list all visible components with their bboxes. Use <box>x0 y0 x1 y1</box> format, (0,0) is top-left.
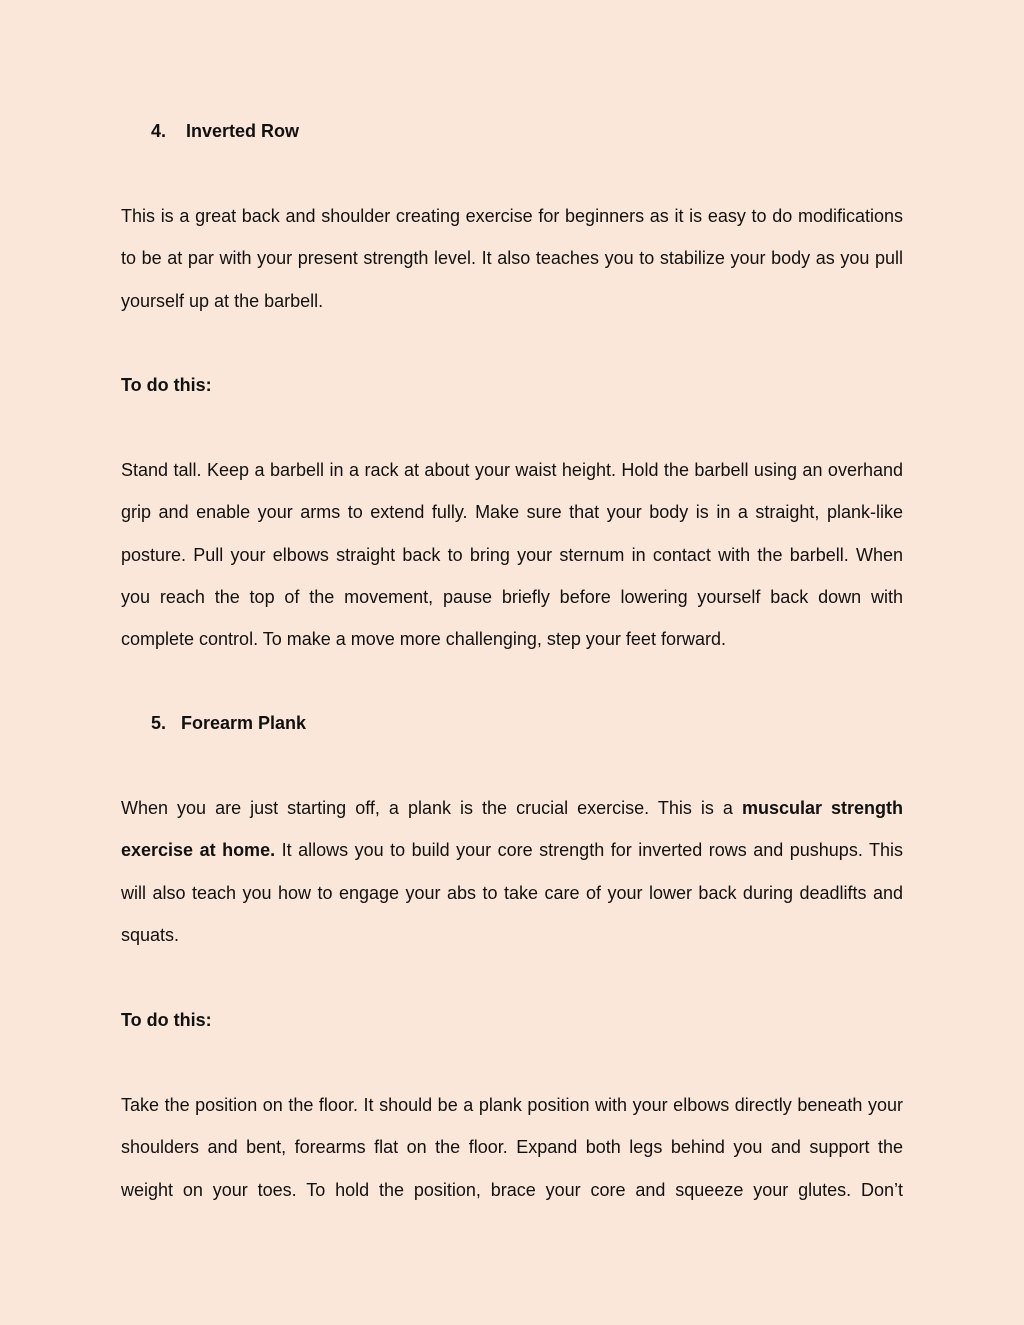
section-number: 4. <box>151 121 167 141</box>
instructions-paragraph: Stand tall. Keep a barbell in a rack at about your waist height. Hold the barbell using an overhand grip and enable your arms to extend fully. Make sure that your body is in a straight, plank-like posture. Pull your elbows straight back to bring your sternum in contact with the barbell. When you reach the top of the movement, pause briefly before lowering yourself back down with complete control. To make a move more challenging, step your feet forward. <box>121 460 903 650</box>
section-number: 5. <box>151 713 167 733</box>
to-do-this-subheading: To do this: <box>121 375 212 395</box>
intro-text: When you are just starting off, a plank is the crucial exercise. This is a <box>121 798 742 818</box>
section-intro-paragraph <box>121 787 903 956</box>
section-intro-paragraph: This is a great back and shoulder creating exercise for beginners as it is easy to do modifications to be at par with your present strength level. It also teaches you to stabilize your body as you pull yourself up at the barbell. <box>121 206 903 311</box>
section-title: Inverted Row <box>186 121 300 141</box>
instructions-paragraph: Take the position on the floor. It should be a plank position with your elbows directly beneath your shoulders and bent, forearms flat on the floor. Expand both legs behind you and support the weight on your toes. To hold the position, brace your core and squeeze your glutes. Don’t <box>121 1095 903 1200</box>
intro-bold-phrase: muscular strength exercise at home. <box>121 798 903 861</box>
section-heading-forearm-plank <box>151 712 306 734</box>
section-heading-inverted-row <box>151 120 299 142</box>
section-title: Forearm Plank <box>181 713 307 733</box>
to-do-this-subheading: To do this: <box>121 1010 212 1030</box>
intro-text-continued: It allows you to build your core strength for inverted rows and pushups. This will also teach you how to engage your abs to take care of your lower back during deadlifts and squats. <box>121 840 903 945</box>
